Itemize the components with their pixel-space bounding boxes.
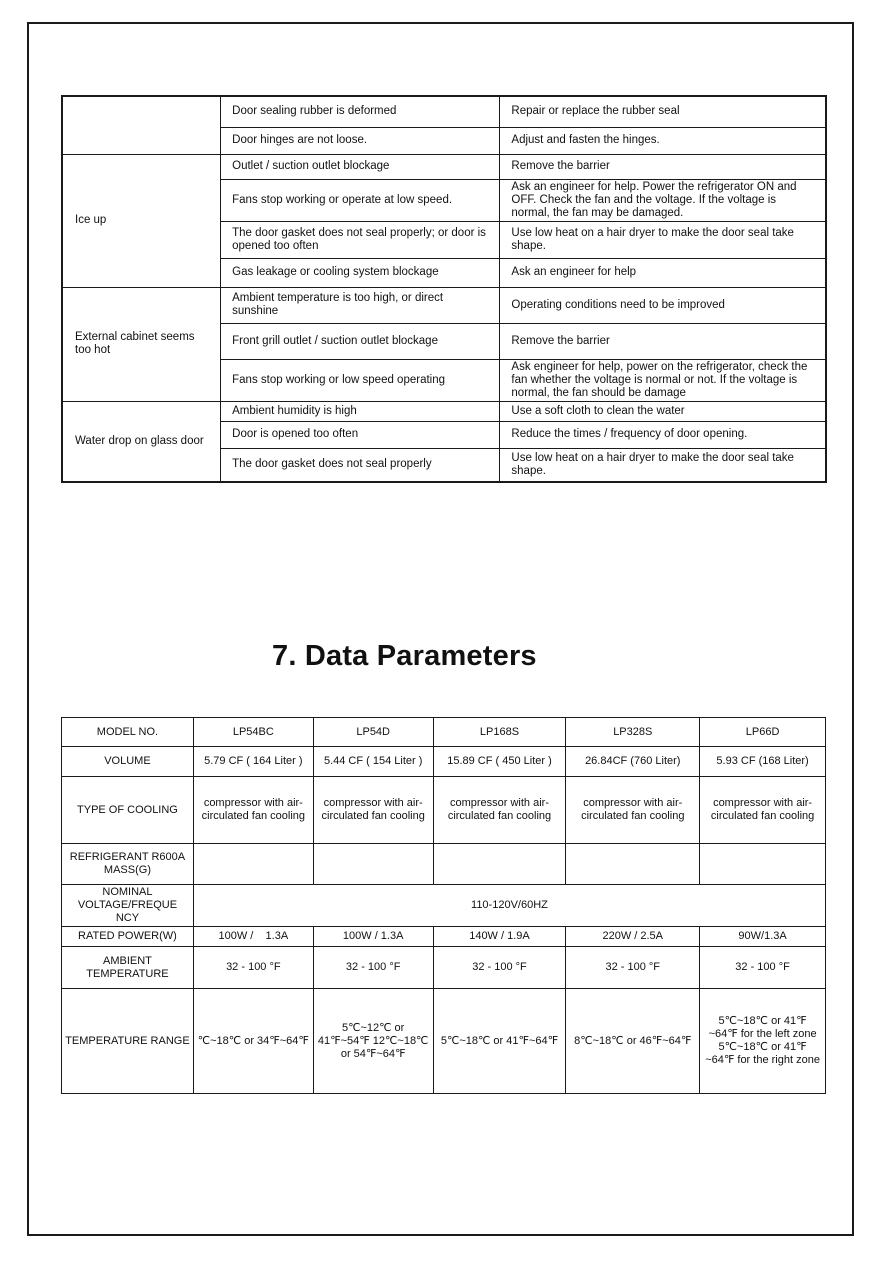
symptom-cell: External cabinet seems too hot bbox=[62, 287, 221, 401]
ambient-cell: 32 - 100 °F bbox=[193, 947, 313, 989]
cause-cell: Fans stop working or low speed operating bbox=[221, 359, 500, 401]
cause-cell: The door gasket does not seal properly; or door is opened too often bbox=[221, 221, 500, 258]
cooling-cell: compressor with air-circulated fan cooling bbox=[700, 777, 826, 844]
range-cell: 8℃~18℃ or 46℉~64℉ bbox=[566, 989, 700, 1094]
table-row bbox=[62, 401, 826, 421]
table-row-ambient bbox=[62, 947, 826, 989]
section-title: 7. Data Parameters bbox=[272, 640, 537, 672]
table-row-power bbox=[62, 927, 826, 947]
solution-cell: Ask an engineer for help bbox=[500, 258, 826, 287]
cooling-cell: compressor with air-circulated fan cooling bbox=[433, 777, 566, 844]
table-row-cooling bbox=[62, 777, 826, 844]
row-label: TYPE OF COOLING bbox=[62, 777, 194, 844]
row-label: TEMPERATURE RANGE bbox=[62, 989, 194, 1094]
volume-cell: 5.93 CF (168 Liter) bbox=[700, 747, 826, 777]
solution-cell: Ask engineer for help, power on the refrigerator, check the fan whether the voltage is normal or not. If the voltage is normal, the fan should be damage bbox=[500, 359, 826, 401]
table-row-range bbox=[62, 989, 826, 1094]
cause-cell: Gas leakage or cooling system blockage bbox=[221, 258, 500, 287]
solution-cell: Ask an engineer for help. Power the refrigerator ON and OFF. Check the fan and the voltage. If the voltage is normal, the fan may be damaged. bbox=[500, 179, 826, 221]
row-label: VOLUME bbox=[62, 747, 194, 777]
cause-cell: Door is opened too often bbox=[221, 421, 500, 448]
model-cell: LP328S bbox=[566, 718, 700, 747]
ambient-cell: 32 - 100 °F bbox=[700, 947, 826, 989]
table-row bbox=[62, 287, 826, 323]
power-cell: 140W / 1.9A bbox=[433, 927, 566, 947]
volume-cell: 15.89 CF ( 450 Liter ) bbox=[433, 747, 566, 777]
row-label: AMBIENT TEMPERATURE bbox=[62, 947, 194, 989]
cause-cell: Ambient temperature is too high, or direct sunshine bbox=[221, 287, 500, 323]
refrigerant-cell bbox=[313, 844, 433, 885]
ambient-cell: 32 - 100 °F bbox=[313, 947, 433, 989]
model-cell: LP66D bbox=[700, 718, 826, 747]
cause-cell: Door hinges are not loose. bbox=[221, 127, 500, 154]
table-row-volume bbox=[62, 747, 826, 777]
power-cell: 100W / 1.3A bbox=[193, 927, 313, 947]
row-label: MODEL NO. bbox=[62, 718, 194, 747]
model-cell: LP54BC bbox=[193, 718, 313, 747]
volume-cell: 5.79 CF ( 164 Liter ) bbox=[193, 747, 313, 777]
row-label: NOMINAL VOLTAGE/FREQUE NCY bbox=[62, 885, 194, 927]
cause-cell: Ambient humidity is high bbox=[221, 401, 500, 421]
symptom-cell bbox=[62, 96, 221, 154]
cause-cell: The door gasket does not seal properly bbox=[221, 448, 500, 482]
table-row-model bbox=[62, 718, 826, 747]
cooling-cell: compressor with air-circulated fan cooling bbox=[313, 777, 433, 844]
solution-cell: Use low heat on a hair dryer to make the door seal take shape. bbox=[500, 448, 826, 482]
voltage-cell: 110-120V/60HZ bbox=[193, 885, 825, 927]
power-cell: 90W/1.3A bbox=[700, 927, 826, 947]
solution-cell: Use a soft cloth to clean the water bbox=[500, 401, 826, 421]
ambient-cell: 32 - 100 °F bbox=[566, 947, 700, 989]
refrigerant-cell bbox=[566, 844, 700, 885]
solution-cell: Remove the barrier bbox=[500, 323, 826, 359]
cooling-cell: compressor with air-circulated fan cooling bbox=[193, 777, 313, 844]
solution-cell: Reduce the times / frequency of door opening. bbox=[500, 421, 826, 448]
table-row bbox=[62, 154, 826, 179]
cause-cell: Fans stop working or operate at low speed. bbox=[221, 179, 500, 221]
row-label: RATED POWER(W) bbox=[62, 927, 194, 947]
power-cell: 100W / 1.3A bbox=[313, 927, 433, 947]
solution-cell: Remove the barrier bbox=[500, 154, 826, 179]
troubleshooting-table bbox=[61, 95, 827, 483]
refrigerant-cell bbox=[433, 844, 566, 885]
symptom-cell: Ice up bbox=[62, 154, 221, 287]
model-cell: LP168S bbox=[433, 718, 566, 747]
volume-cell: 5.44 CF ( 154 Liter ) bbox=[313, 747, 433, 777]
range-cell: ℃~18℃ or 34℉~64℉ bbox=[193, 989, 313, 1094]
solution-cell: Repair or replace the rubber seal bbox=[500, 96, 826, 127]
cause-cell: Front grill outlet / suction outlet blockage bbox=[221, 323, 500, 359]
range-cell: 5℃~18℃ or 41℉~64℉ bbox=[433, 989, 566, 1094]
ambient-cell: 32 - 100 °F bbox=[433, 947, 566, 989]
range-cell: 5℃~18℃ or 41℉ ~64℉ for the left zone 5℃~18℃ or 41℉ ~64℉ for the right zone bbox=[700, 989, 826, 1094]
data-parameters-table bbox=[61, 717, 826, 1094]
solution-cell: Operating conditions need to be improved bbox=[500, 287, 826, 323]
solution-cell: Use low heat on a hair dryer to make the door seal take shape. bbox=[500, 221, 826, 258]
range-cell: 5℃~12℃ or 41℉~54℉ 12℃~18℃ or 54℉~64℉ bbox=[313, 989, 433, 1094]
symptom-cell: Water drop on glass door bbox=[62, 401, 221, 482]
model-cell: LP54D bbox=[313, 718, 433, 747]
refrigerant-cell bbox=[700, 844, 826, 885]
volume-cell: 26.84CF (760 Liter) bbox=[566, 747, 700, 777]
cause-cell: Outlet / suction outlet blockage bbox=[221, 154, 500, 179]
cooling-cell: compressor with air-circulated fan cooling bbox=[566, 777, 700, 844]
table-row-refrigerant bbox=[62, 844, 826, 885]
power-cell: 220W / 2.5A bbox=[566, 927, 700, 947]
table-row-voltage bbox=[62, 885, 826, 927]
refrigerant-cell bbox=[193, 844, 313, 885]
cause-cell: Door sealing rubber is deformed bbox=[221, 96, 500, 127]
solution-cell: Adjust and fasten the hinges. bbox=[500, 127, 826, 154]
table-row bbox=[62, 96, 826, 127]
row-label: REFRIGERANT R600A MASS(G) bbox=[62, 844, 194, 885]
